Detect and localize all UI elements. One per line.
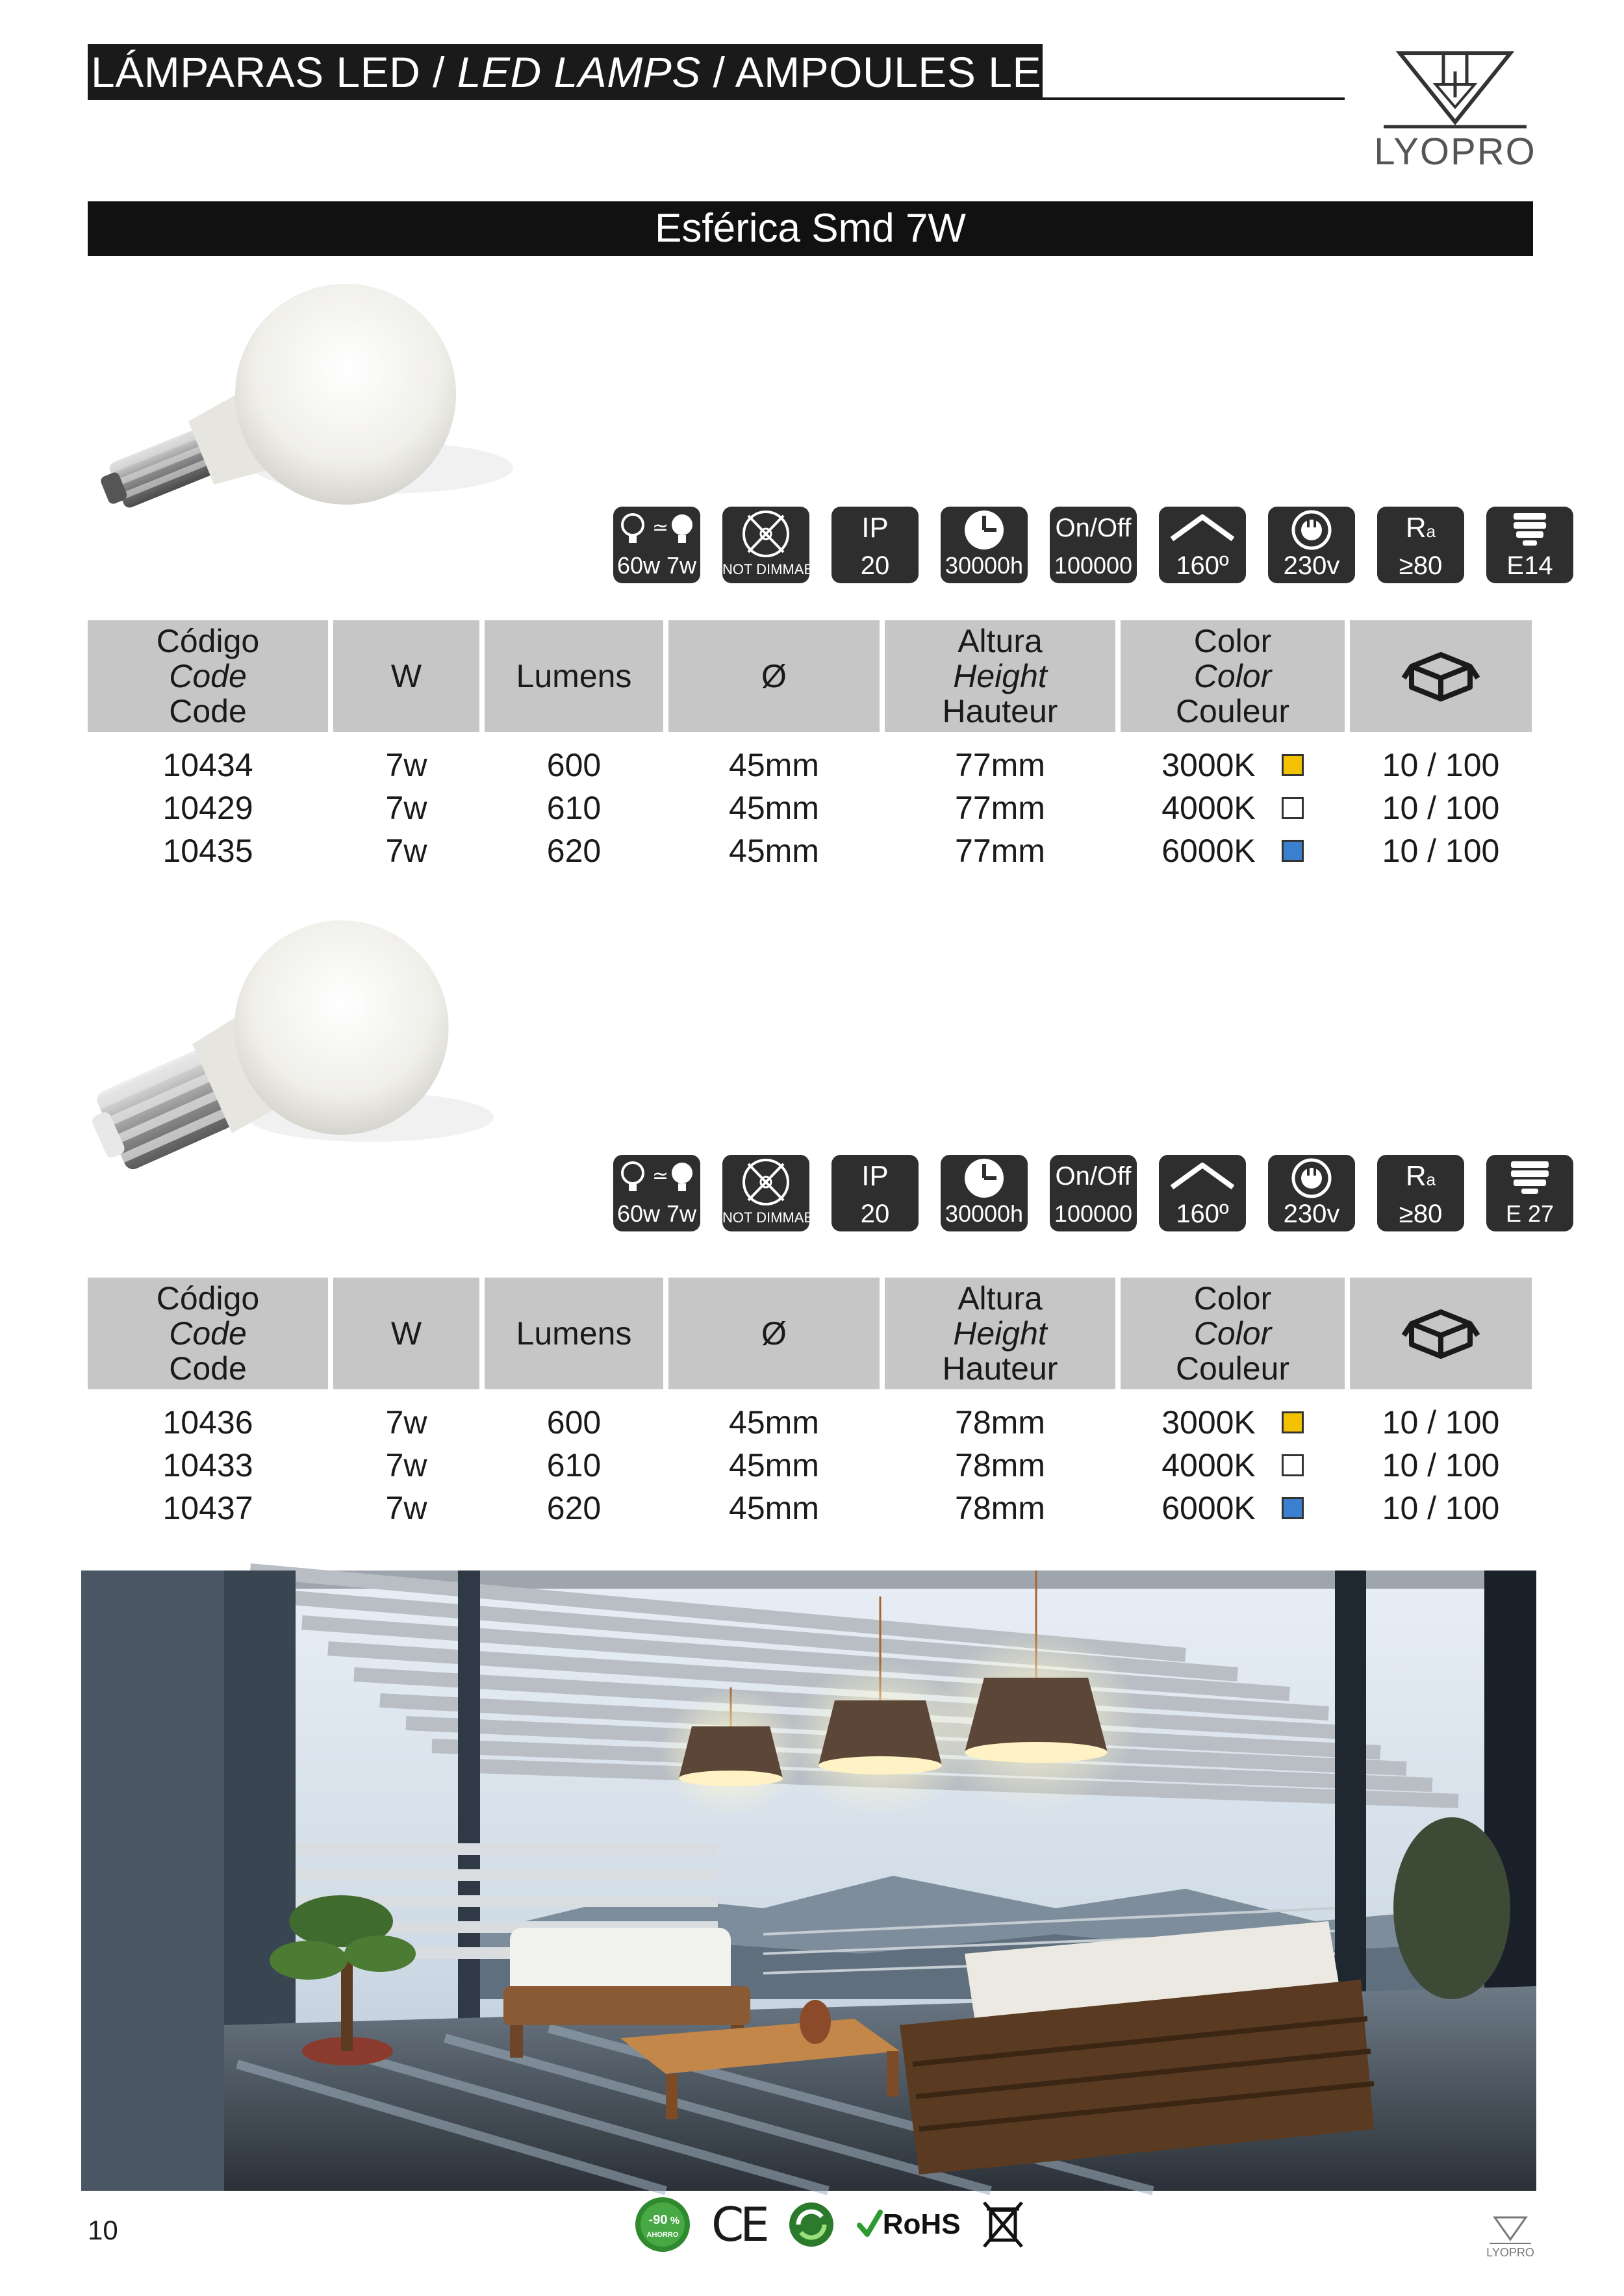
- table-header: [88, 1278, 1533, 1389]
- saving-value: -90: [648, 2213, 668, 2227]
- header-code: Código Code Code: [88, 1278, 328, 1389]
- table-row: 10436 7w 600 45mm 78mm 3000K 10 / 100: [162, 1404, 1500, 1441]
- table-row: 10437 7w 620 45mm 78mm 6000K 10 / 100: [162, 1490, 1500, 1526]
- saving-unit: %: [670, 2215, 680, 2227]
- header-color: Color Color Couleur: [1121, 1278, 1345, 1389]
- socket-icon: E14: [1486, 507, 1573, 583]
- features-icon-strip: [613, 1155, 1573, 1231]
- logo-triangle-icon: [1484, 2215, 1536, 2247]
- header-lumens: Lumens: [485, 620, 663, 732]
- switch-cycles-icon: On/Off 100000: [1050, 507, 1137, 583]
- rohs-mark: RoHS: [857, 2208, 961, 2241]
- header-diameter: Ø: [668, 620, 880, 732]
- features-icon-strip: [613, 507, 1573, 583]
- rohs-check-icon: [857, 2208, 883, 2241]
- header-watts: W: [333, 1278, 479, 1389]
- terrace-photo: [81, 1571, 1536, 2191]
- lifetime-icon: 30000h: [941, 507, 1028, 583]
- table-row: 10434 7w 600 45mm 77mm 3000K 10 / 100: [162, 747, 1500, 783]
- color-swatch: [1282, 1497, 1304, 1519]
- color-swatch: [1282, 1454, 1304, 1476]
- product-title: Esférica Smd 7W: [88, 201, 1533, 256]
- table-row: 10429 7w 610 45mm 77mm 4000K 10 / 100: [162, 790, 1500, 826]
- header-packaging-box-icon: [1350, 1278, 1532, 1389]
- page-number: 10: [88, 2215, 118, 2245]
- header-diameter: Ø: [668, 1278, 880, 1389]
- svg-text:≃: ≃: [652, 1165, 669, 1187]
- header-height: Altura Height Hauteur: [885, 620, 1115, 732]
- spec-table-e27: [88, 1278, 1533, 1530]
- voltage-icon: 230v: [1268, 1155, 1355, 1231]
- header-lumens: Lumens: [485, 1278, 663, 1389]
- recycling-icon: [785, 2199, 837, 2251]
- spec-table-e14: [88, 620, 1533, 872]
- table-header: [88, 620, 1533, 732]
- color-swatch: [1282, 1411, 1304, 1433]
- not-dimmable-icon: NOT DIMMABLE: [722, 507, 809, 583]
- bulb-e27-image: [78, 909, 520, 1202]
- header-packaging-box-icon: [1350, 620, 1532, 732]
- page-title: LÁMPARAS LED / LED LAMPS / AMPOULES LED: [91, 48, 1073, 96]
- table-body: [88, 1401, 1533, 1530]
- logo-text: LYOPRO: [1374, 131, 1536, 173]
- cri-icon: Ra ≥80: [1377, 1155, 1464, 1231]
- equivalence-icon: ≃ 60w 7w: [613, 1155, 700, 1231]
- equivalence-icon: ≃ 60w 7w: [613, 507, 700, 583]
- logo-triangle-icon: [1364, 45, 1546, 136]
- weee-bin-icon: [980, 2199, 1026, 2251]
- color-swatch: [1282, 840, 1304, 862]
- footer-logo: LYOPRO: [1484, 2215, 1536, 2260]
- color-swatch: [1282, 754, 1304, 776]
- beam-angle-icon: 160º: [1159, 1155, 1246, 1231]
- svg-text:≃: ≃: [652, 516, 669, 539]
- ce-mark-icon: CE: [711, 2197, 766, 2252]
- saving-text: AHORRO: [646, 2231, 679, 2239]
- ip-rating-icon: IP 20: [831, 1155, 919, 1231]
- ip-rating-icon: IP 20: [831, 507, 919, 583]
- table-body: [88, 744, 1533, 872]
- brand-logo: [1364, 45, 1546, 175]
- cri-icon: Ra ≥80: [1377, 507, 1464, 583]
- header-code: Código Code Code: [88, 620, 328, 732]
- table-row: 10433 7w 610 45mm 78mm 4000K 10 / 100: [162, 1447, 1500, 1483]
- header-color: Color Color Couleur: [1121, 620, 1345, 732]
- not-dimmable-icon: NOT DIMMABLE: [722, 1155, 809, 1231]
- switch-cycles-icon: On/Off 100000: [1050, 1155, 1137, 1231]
- header-bar: [88, 44, 1073, 100]
- header-watts: W: [333, 620, 479, 732]
- beam-angle-icon: 160º: [1159, 507, 1246, 583]
- pendant-lamp: [659, 1687, 802, 1817]
- header-underline: [1039, 97, 1345, 100]
- energy-saving-badge-icon: [633, 2195, 692, 2254]
- color-swatch: [1282, 797, 1304, 819]
- table-row: 10435 7w 620 45mm 77mm 6000K 10 / 100: [162, 833, 1500, 869]
- header-height: Altura Height Hauteur: [885, 1278, 1115, 1389]
- voltage-icon: 230v: [1268, 507, 1355, 583]
- certification-marks: [633, 2195, 1026, 2254]
- bulb-e14-image: [78, 273, 546, 559]
- socket-icon: E 27: [1486, 1155, 1573, 1231]
- lifetime-icon: 30000h: [941, 1155, 1028, 1231]
